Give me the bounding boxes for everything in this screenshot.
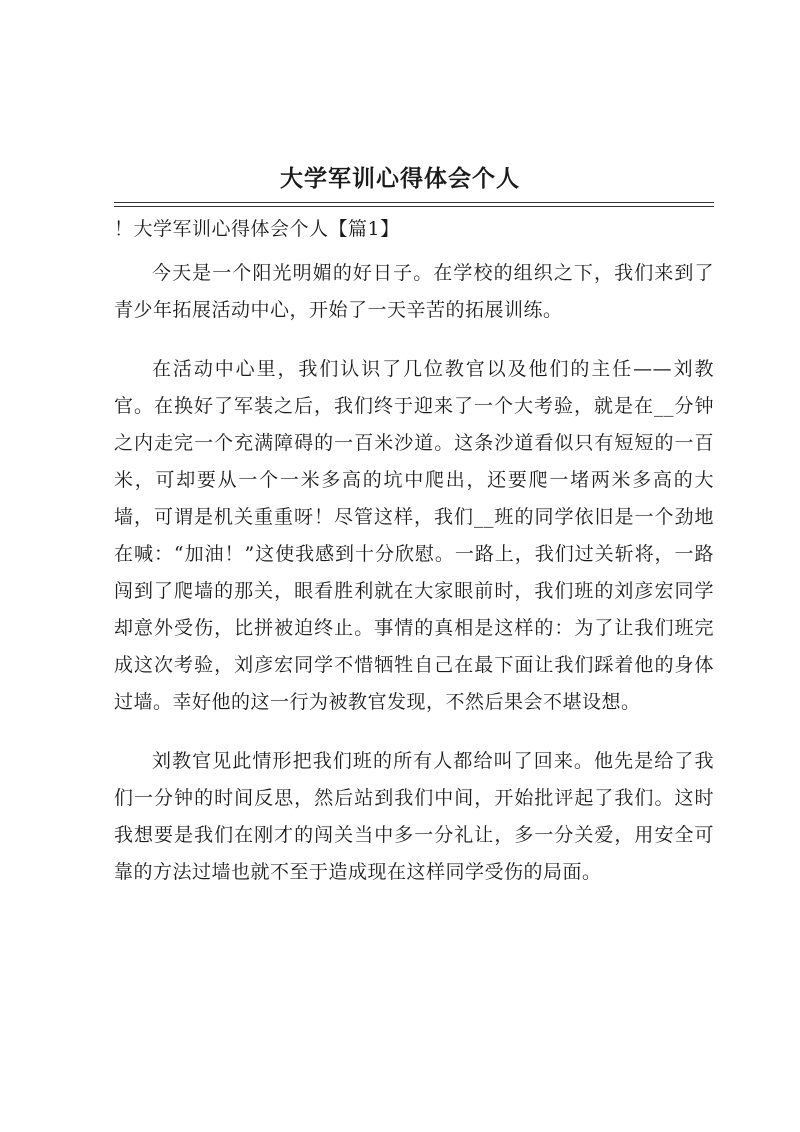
document-title: 大学军训心得体会个人 [280, 165, 520, 192]
title-divider-top [114, 202, 714, 203]
paragraph-3: 刘教官见此情形把我们班的所有人都给叫了回来。他先是给了我们一分钟的时间反思，然后站到我们中间，开始批评起了我们。这时我想要是我们在刚才的闯关当中多一分礼让，多一分关爱，用安全可靠的方法过墙也就不至于造成现在这样同学受伤的局面。 [114, 750, 714, 883]
title-divider-bottom [114, 206, 714, 207]
document-body [114, 255, 714, 913]
section-heading: ！大学军训心得体会个人【篇1】 [114, 218, 400, 240]
paragraph-2: 在活动中心里，我们认识了几位教官以及他们的主任——刘教官。在换好了军装之后，我们终于迎来了一个大考验，就是在__分钟之内走完一个充满障碍的一百米沙道。这条沙道看似只有短短的一百米，可却要从一个一米多高的坑中爬出，还要爬一堵两米多高的大墙，可谓是机关重重呀！尽管这样，我们__班的同学依旧是一个劲地在喊：“加油！”这使我感到十分欣慰。一路上，我们过关斩将，一路闯到了爬墙的那关，眼看胜利就在大家眼前时，我们班的刘彦宏同学却意外受伤，比拼被迫终止。事情的真相是这样的：为了让我们班完成这次考验，刘彦宏同学不惜牺牲自己在最下面让我们踩着他的身体过墙。幸好他的这一行为被教官发现，不然后果会不堪设想。 [114, 358, 714, 713]
paragraph-1: 今天是一个阳光明媚的好日子。在学校的组织之下，我们来到了青少年拓展活动中心，开始了一天辛苦的拓展训练。 [114, 262, 714, 321]
